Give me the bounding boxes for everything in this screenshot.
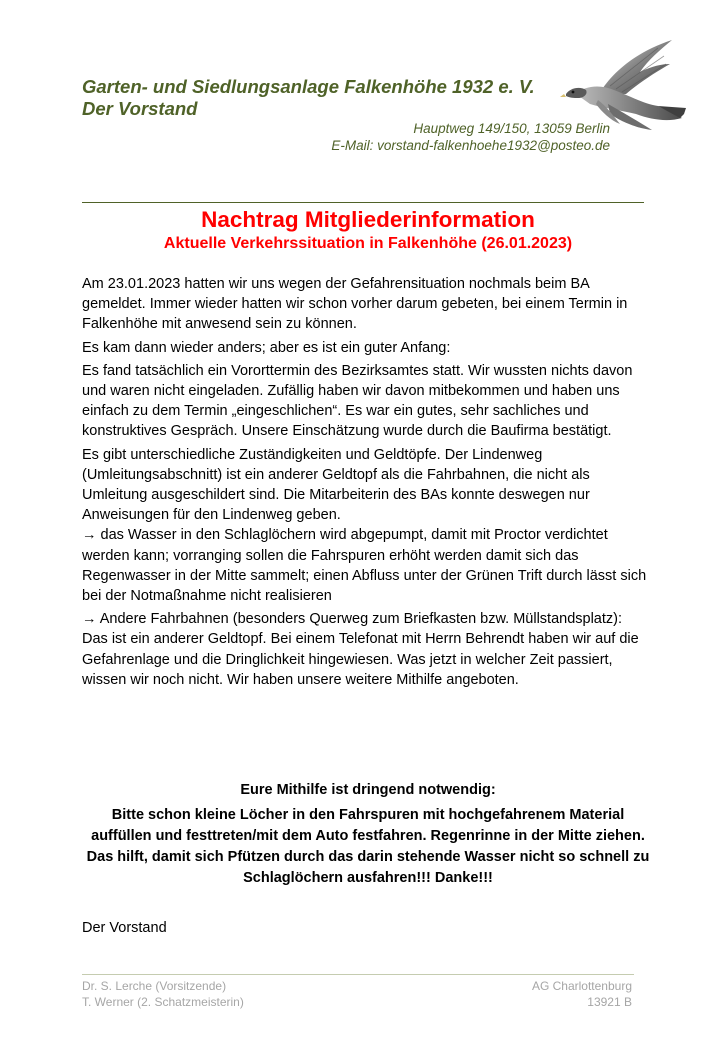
paragraph: Es kam dann wieder anders; aber es ist ein guter Anfang: [82, 339, 451, 356]
falcon-icon [540, 34, 688, 134]
document-subtitle: Aktuelle Verkehrssituation in Falkenhöhe (26.01.2023) [163, 235, 573, 252]
appeal-text: Bitte schon kleine Löcher in den Fahrspuren mit hochgefahrenem Material auffüllen und festtreten/mit dem Auto festfahren. Regenrinne in der Mitte ziehen. Das hilft, damit sich Pfützen durch das darin stehende Wasser nicht so schnell zu Schlaglöchern ausfahren!!! Danke!!! [86, 807, 650, 886]
contact-block [331, 120, 610, 154]
arrow-paragraph: → das Wasser in den Schlaglöchern wird abgepumpt, damit mit Proctor verdichtet werden kann; vorranging sollen die Fahrspuren erhöht werden damit sich das Regenwasser in der Mitte sammelt; einen Abfluss unter der Grünen Trift durch lässt sich bei der Notmaßnahme nicht realisieren [82, 527, 647, 605]
arrow-paragraph: → Andere Fahrbahnen (besonders Querweg zum Briefkasten bzw. Müllstandsplatz): Das ist ein anderer Geldtopf. Bei einem Telefonat mit Herrn Behrendt haben wir auf die Gefahrenlage und die Dringlichkeit hingewiesen. Was jetzt in welcher Zeit passiert, wissen wir noch nicht. Wir haben unsere weitere Mithilfe angeboten. [82, 611, 639, 688]
paragraph: Es gibt unterschiedliche Zuständigkeiten und Geldtöpfe. Der Lindenweg (Umleitungsabschnitt) ist ein anderer Geldtopf als die Fahrbahnen, die nicht als Umleitung ausgeschildert sind. Die Mitarbeiterin des BAs konnte deswegen nur Anweisungen für den Lindenweg geben. [82, 446, 590, 524]
footer-register-number: 13921 B [587, 994, 632, 1009]
footer-treasurer: T. Werner (2. Schatzmeisterin) [82, 994, 244, 1009]
email-address: E-Mail: vorstand-falkenhoehe1932@posteo.de [331, 138, 610, 153]
body-text [82, 274, 648, 693]
paragraph: Es fand tatsächlich ein Vororttermin des Bezirksamtes statt. Wir wussten nichts davon und waren nicht eingeladen. Zufällig haben wir davon mitbekommen und haben uns einfach zu dem Termin „eingeschlichen“. Es war ein gutes, sehr sachliches und konstruktives Gespräch. Unsere Einschätzung wurde durch die Baufirma bestätigt. [82, 362, 633, 440]
header-divider [82, 202, 644, 203]
postal-address: Hauptweg 149/150, 13059 Berlin [413, 121, 610, 136]
signoff: Der Vorstand [82, 920, 167, 936]
footer-chair: Dr. S. Lerche (Vorsitzende) [82, 979, 227, 993]
appeal-heading: Eure Mithilfe ist dringend notwendig: [240, 782, 496, 798]
organization-name [82, 76, 535, 120]
footer-registry [532, 979, 632, 1010]
appeal-block [82, 780, 654, 893]
footer-officers [82, 979, 244, 1010]
organization-line: Garten- und Siedlungsanlage Falkenhöhe 1932 e. V. [82, 76, 535, 97]
document-title: Nachtrag Mitgliederinformation [201, 207, 535, 232]
footer-divider [82, 974, 634, 975]
board-line: Der Vorstand [82, 98, 198, 119]
paragraph: Am 23.01.2023 hatten wir uns wegen der Gefahrensituation nochmals beim BA gemeldet. Immer wieder hatten wir schon vorher darum gebeten, bei einem Termin in Falkenhöhe mit anwesend sein zu können. [82, 276, 628, 333]
footer-court: AG Charlottenburg [531, 979, 632, 993]
